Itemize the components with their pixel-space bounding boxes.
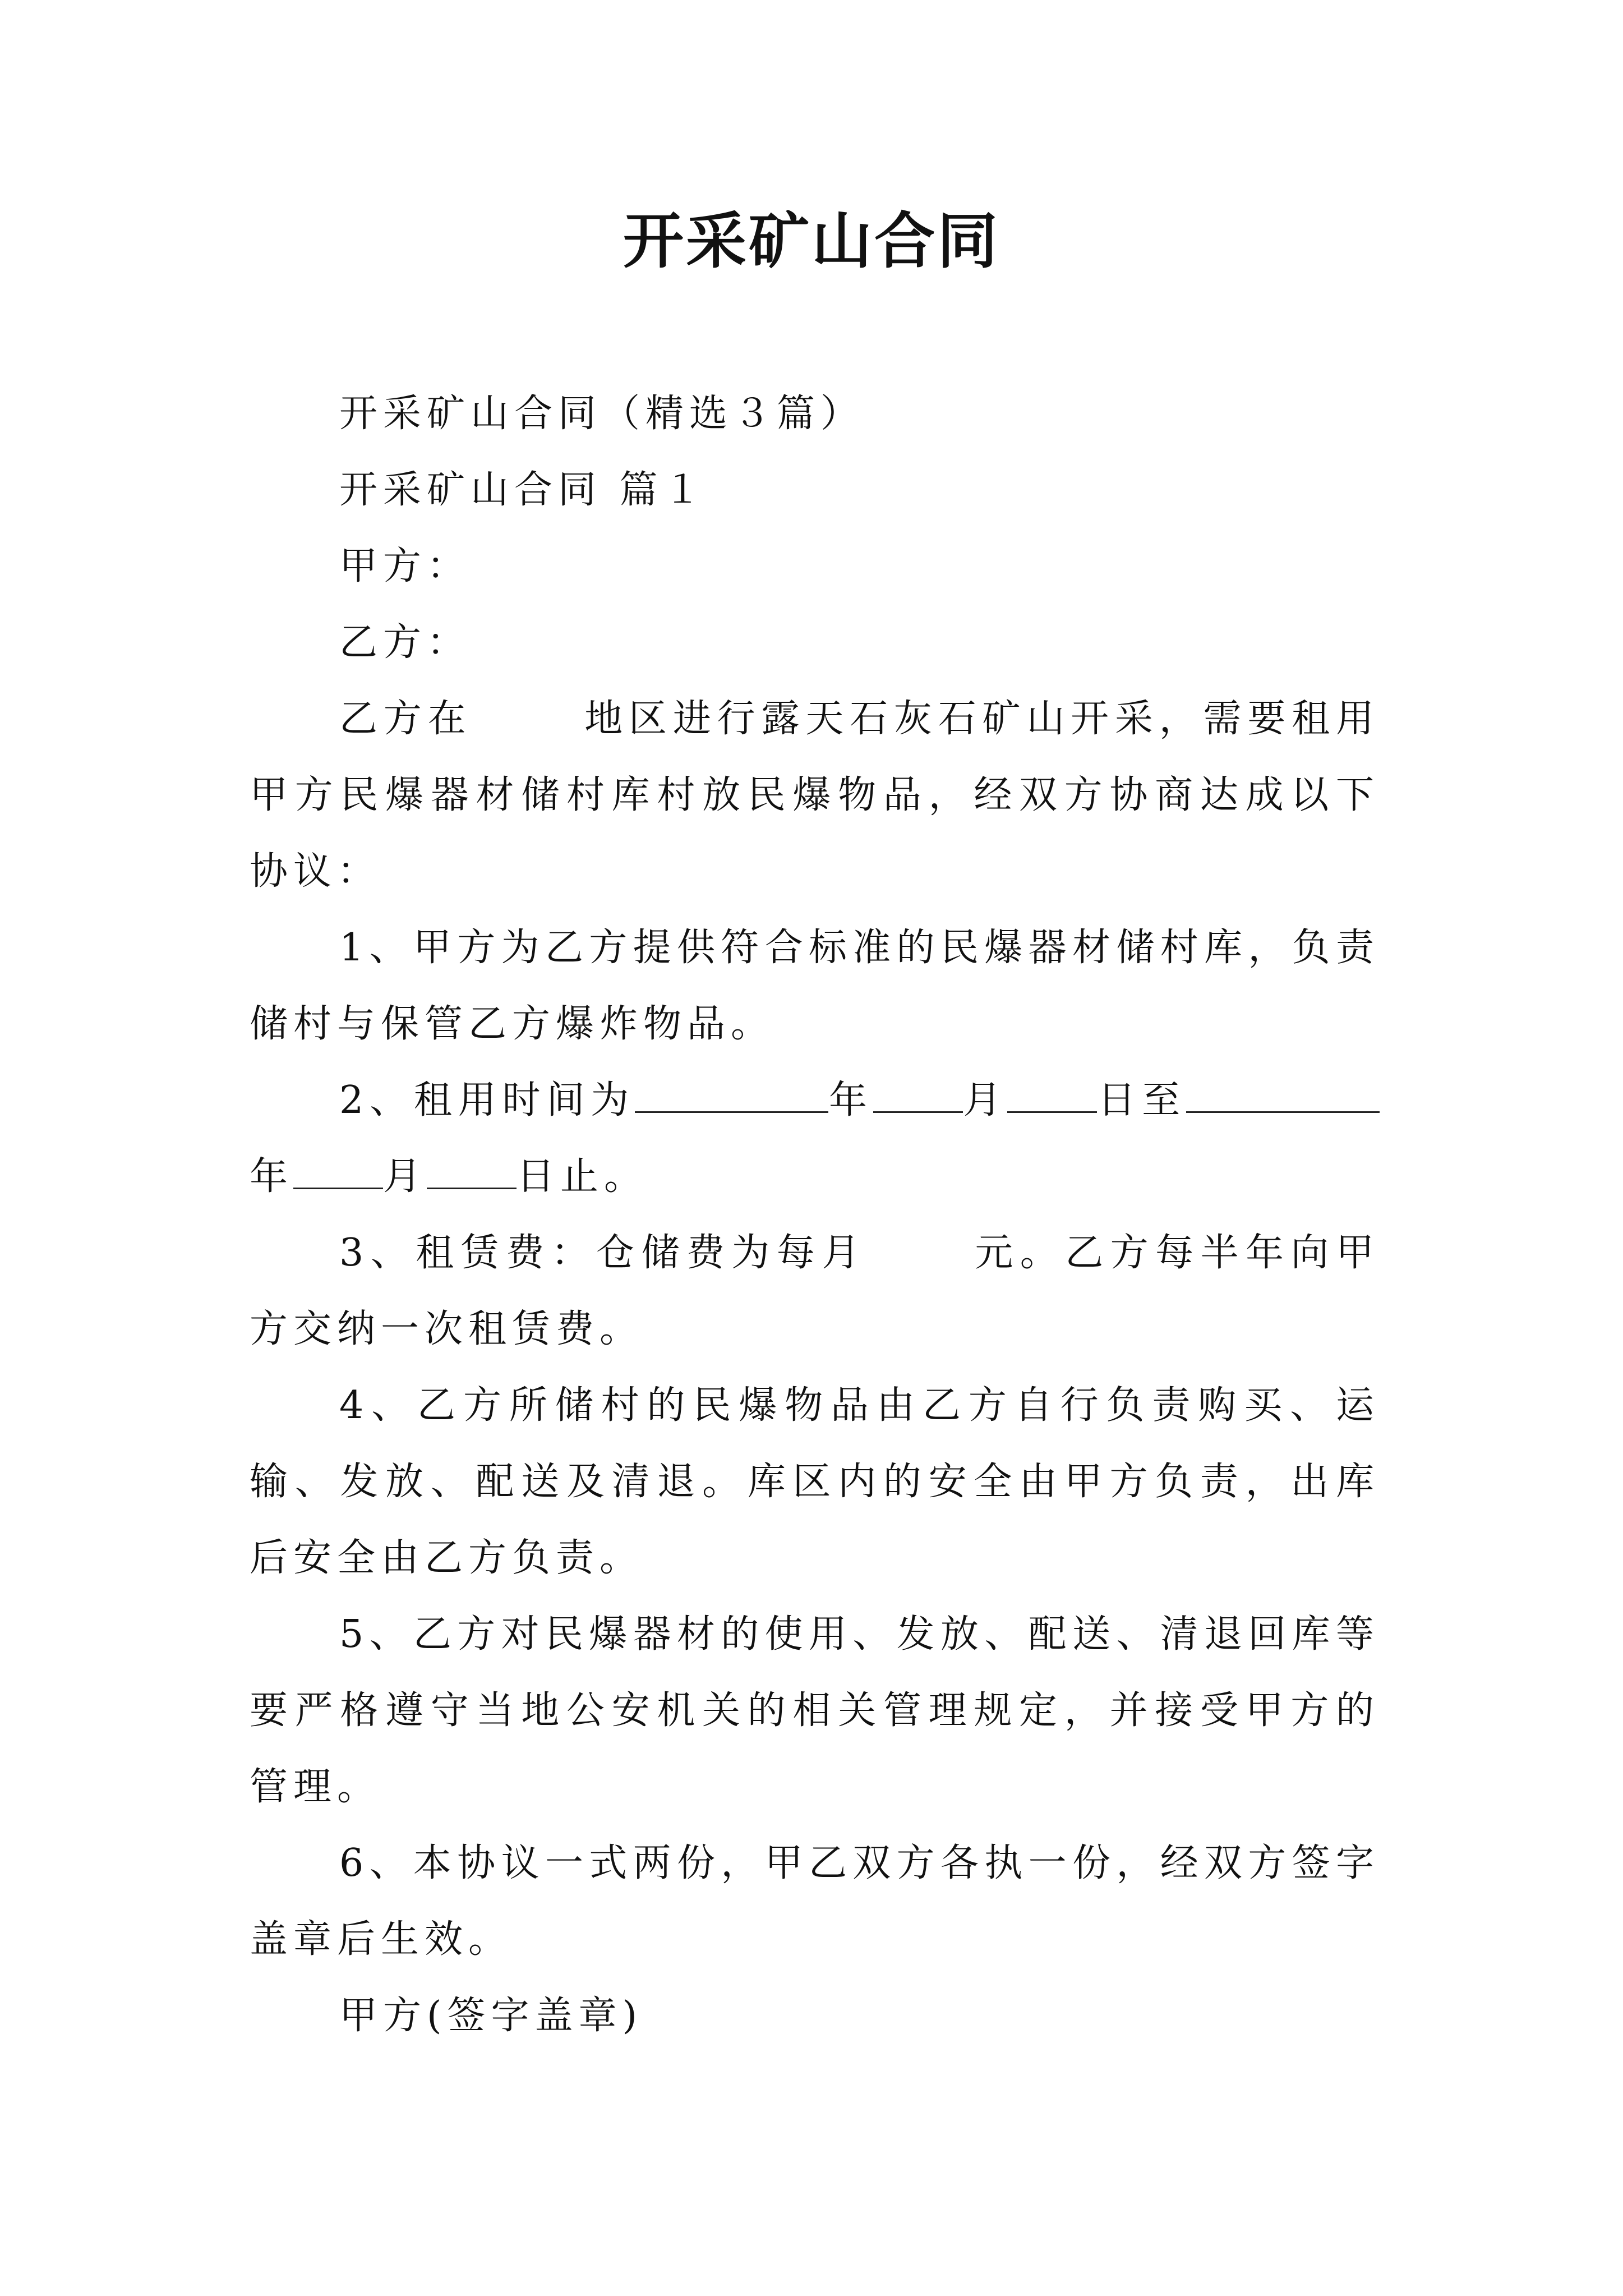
start-month-label: 月 [962,1078,1008,1122]
start-day-blank [1007,1078,1097,1113]
start-year-label: 年 [828,1078,873,1122]
clause-2 [250,1062,1380,1215]
clause-3 [250,1215,1380,1368]
end-day-blank [427,1154,517,1189]
end-year-label: 年 [250,1154,294,1199]
clause-2-lead: 2、租用时间为 [339,1078,635,1122]
intro-text-rest: 地区进行露天石灰石矿山开采，需要租用甲方民爆器材储村库村放民爆物品，经双方协商达成以下协议： [250,697,1380,894]
clause-3-start: 3、租赁费：仓储费为每月 [339,1231,867,1275]
clause-3-rest: 元。乙方每半年向甲方交纳一次租赁费。 [250,1231,1380,1351]
start-year-blank [635,1078,828,1113]
clause-6: 6、本协议一式两份，甲乙双方各执一份，经双方签字盖章后生效。 [250,1841,1380,1962]
section-heading: 开采矿山合同 篇１ [339,468,707,512]
party-a-label: 甲方： [339,544,471,588]
end-month-blank [293,1154,383,1189]
intro-text-start: 乙方在 [339,697,472,741]
end-year-blank [1186,1078,1380,1113]
document-subtitle: 开采矿山合同（精选３篇） [339,392,865,436]
party-a-signature: 甲方(签字盖章) [339,1994,643,2038]
clause-1: 1、甲方为乙方提供符合标准的民爆器材储村库，负责储村与保管乙方爆炸物品。 [250,926,1380,1046]
end-day-label: 日止。 [517,1154,648,1199]
start-month-blank [873,1078,963,1113]
intro-paragraph [250,681,1380,910]
clause-5: 5、乙方对民爆器材的使用、发放、配送、清退回库等要严格遵守当地公安机关的相关管理规定，并接受甲方的管理。 [250,1612,1380,1809]
document-body [250,376,1380,2054]
end-month-label: 月 [383,1154,427,1199]
clause-4: 4、乙方所储村的民爆物品由乙方自行负责购买、运输、发放、配送及清退。库区内的安全由甲方负责，出库后安全由乙方负责。 [250,1383,1380,1580]
start-day-label: 日至 [1097,1078,1186,1122]
document-title: 开采矿山合同 [623,206,1000,277]
party-b-label: 乙方： [339,620,471,665]
